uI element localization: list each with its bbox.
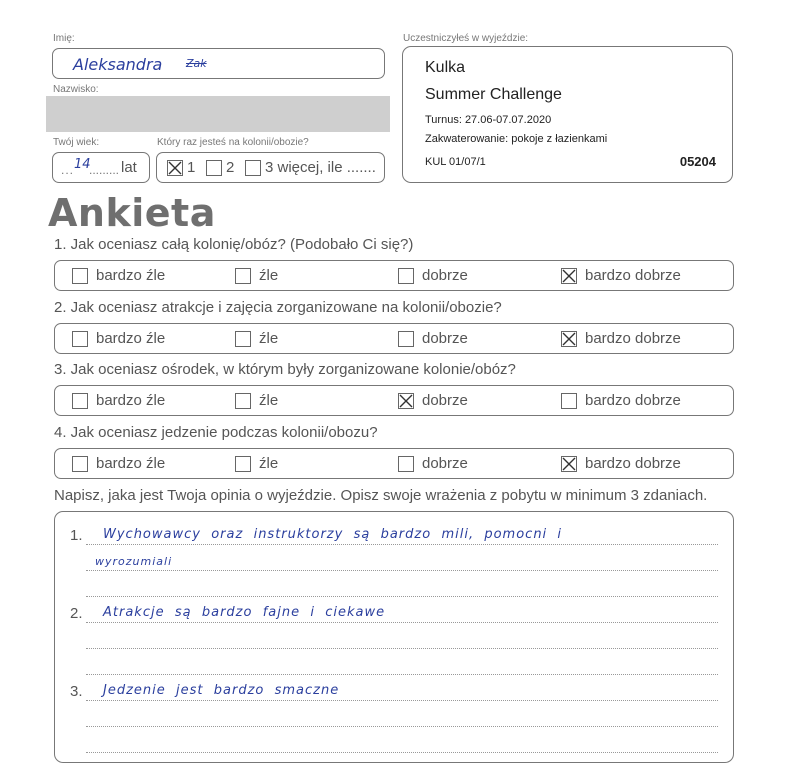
question-1-checkbox-2[interactable]: [235, 268, 251, 284]
question-3-text: 3. Jak oceniasz ośrodek, w którym były zorganizowane kolonie/obóz?: [54, 361, 516, 378]
question-2-checkbox-1[interactable]: [72, 331, 88, 347]
visit-count-field: [156, 152, 385, 183]
check-mark-icon: [398, 393, 414, 409]
question-1-checkbox-3[interactable]: [398, 268, 414, 284]
nazwisko-label: Nazwisko:: [53, 84, 99, 95]
writing-line: [86, 544, 718, 545]
trip-program: Summer Challenge: [425, 86, 562, 103]
visit-checkbox-2[interactable]: [206, 160, 222, 176]
wiek-dots-left: ...: [61, 163, 75, 177]
uczestniczyles-label: Uczestniczyłeś w wyjeździe:: [403, 33, 529, 44]
question-3-option-3-label: dobrze: [422, 392, 468, 409]
question-2-option-3-label: dobrze: [422, 330, 468, 347]
writing-line: [86, 674, 718, 675]
question-1-option-2-label: źle: [259, 267, 279, 284]
question-4-option-1-label: bardzo źle: [96, 455, 166, 472]
ktory-raz-label: Który raz jesteś na kolonii/obozie?: [157, 137, 309, 148]
question-3-option-1-label: bardzo źle: [96, 392, 166, 409]
visit-checkbox-1[interactable]: [167, 160, 183, 176]
imie-strikethrough: Zak: [186, 57, 207, 70]
writing-line: [86, 700, 718, 701]
trip-number: 05204: [679, 154, 716, 169]
writing-line: [86, 596, 718, 597]
question-4-checkbox-1[interactable]: [72, 456, 88, 472]
question-2-text: 2. Jak oceniasz atrakcje i zajęcia zorganizowane na kolonii/obozie?: [54, 299, 502, 316]
question-2-option-4-label: bardzo dobrze: [585, 330, 681, 347]
question-3-checkbox-3[interactable]: [398, 393, 414, 409]
imie-field[interactable]: [52, 48, 385, 79]
question-2-checkbox-3[interactable]: [398, 331, 414, 347]
question-2-checkbox-2[interactable]: [235, 331, 251, 347]
trip-name: Kulka: [425, 59, 466, 76]
visit-checkbox-3[interactable]: [245, 160, 261, 176]
question-3-checkbox-2[interactable]: [235, 393, 251, 409]
opinion-2-line-1: Atrakcje są bardzo fajne i ciekawe: [103, 605, 386, 620]
wiek-dots-right: .........: [89, 163, 120, 177]
check-mark-icon: [561, 268, 577, 284]
check-mark-icon: [561, 456, 577, 472]
question-1-option-3-label: dobrze: [422, 267, 468, 284]
nazwisko-redacted: [46, 96, 390, 132]
question-1-option-4-label: bardzo dobrze: [585, 267, 681, 284]
trip-zakwaterowanie: Zakwaterowanie: pokoje z łazienkami: [425, 133, 608, 145]
question-3-checkbox-4[interactable]: [561, 393, 577, 409]
opinion-1-number: 1.: [70, 527, 83, 544]
question-4-option-2-label: źle: [259, 455, 279, 472]
question-1-checkbox-1[interactable]: [72, 268, 88, 284]
writing-line: [86, 726, 718, 727]
question-2-option-2-label: źle: [259, 330, 279, 347]
question-4-checkbox-2[interactable]: [235, 456, 251, 472]
opinion-1-line-1: Wychowawcy oraz instruktorzy są bardzo mili, pomocni i: [103, 527, 563, 542]
wiek-unit: lat: [121, 159, 137, 176]
trip-info-box: [402, 46, 733, 183]
page-title: Ankieta: [48, 191, 216, 235]
question-1-text: 1. Jak oceniasz całą kolonię/obóz? (Podobało Ci się?): [54, 236, 414, 253]
question-1-checkbox-4[interactable]: [561, 268, 577, 284]
question-1-option-1-label: bardzo źle: [96, 267, 166, 284]
opinion-3-line-1: Jedzenie jest bardzo smaczne: [103, 683, 340, 698]
opinion-prompt: Napisz, jaka jest Twoja opinia o wyjeździe. Opisz swoje wrażenia z pobytu w minimum 3 zdaniach.: [54, 487, 708, 504]
writing-line: [86, 648, 718, 649]
question-4-text: 4. Jak oceniasz jedzenie podczas kolonii/obozu?: [54, 424, 378, 441]
opinion-1-line-2: wyrozumiali: [95, 555, 173, 568]
question-4-option-4-label: bardzo dobrze: [585, 455, 681, 472]
check-mark-icon: [167, 160, 183, 176]
wiek-field[interactable]: [52, 152, 150, 183]
opinion-2-number: 2.: [70, 605, 83, 622]
wiek-label: Twój wiek:: [53, 137, 100, 148]
question-3-checkbox-1[interactable]: [72, 393, 88, 409]
question-4-option-3-label: dobrze: [422, 455, 468, 472]
question-2-checkbox-4[interactable]: [561, 331, 577, 347]
visit-option-3: 3 więcej, ile .......: [265, 159, 376, 176]
writing-line: [86, 570, 718, 571]
question-3-option-4-label: bardzo dobrze: [585, 392, 681, 409]
question-4-checkbox-3[interactable]: [398, 456, 414, 472]
visit-option-2: 2: [226, 159, 235, 176]
trip-code: KUL 01/07/1: [425, 156, 486, 168]
imie-label: Imię:: [53, 33, 75, 44]
visit-option-1: 1: [187, 159, 196, 176]
writing-line: [86, 622, 718, 623]
opinion-3-number: 3.: [70, 683, 83, 700]
check-mark-icon: [561, 331, 577, 347]
question-4-checkbox-4[interactable]: [561, 456, 577, 472]
imie-value: Aleksandra: [73, 55, 163, 74]
writing-line: [86, 752, 718, 753]
trip-turnus: Turnus: 27.06-07.07.2020: [425, 114, 552, 126]
question-3-option-2-label: źle: [259, 392, 279, 409]
wiek-value: 14: [74, 157, 91, 172]
question-2-option-1-label: bardzo źle: [96, 330, 166, 347]
